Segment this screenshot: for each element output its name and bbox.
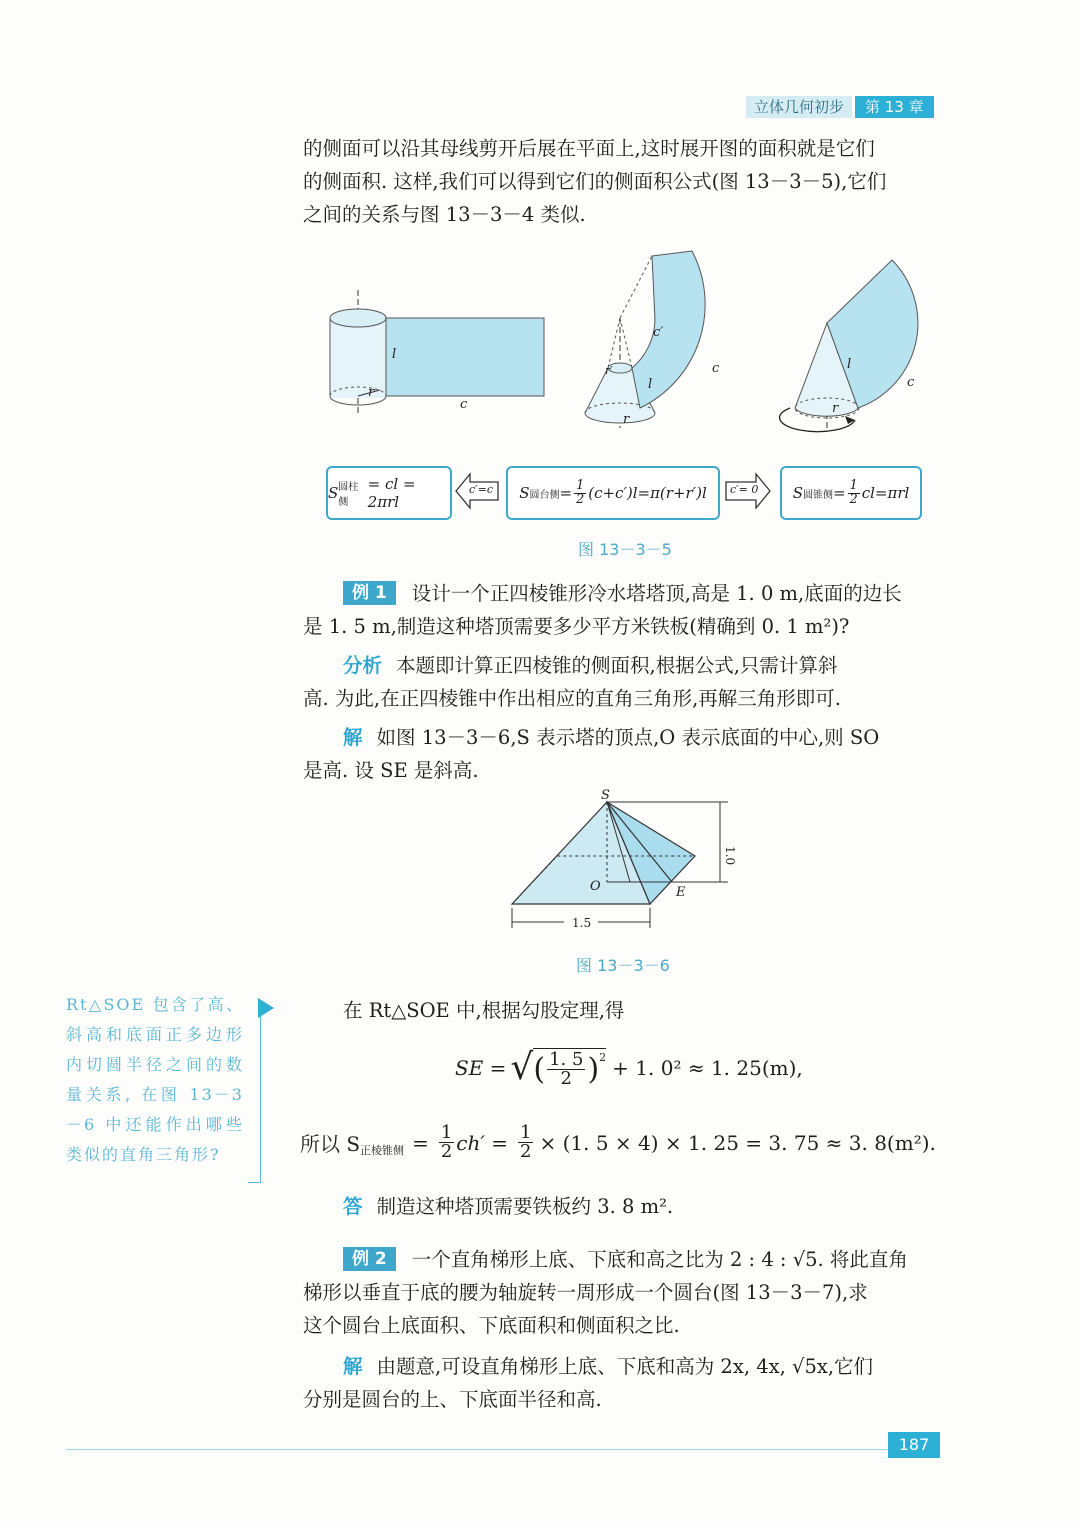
example-2: 例 2 一个直角梯形上底、下底和高之比为 2 : 4 : √5. 将此直角 梯形以垂直于底的腰为轴旋转一周形成一个圆台(图 13－3－7),求 这个圆台上底面积、下底面积和侧面积之比. 解 由题意,可设直角梯形上底、下底和高为 2x, 4x, √5x,它们 分别是圆台的上、下底面半径和高.	[303, 1248, 908, 1411]
svg-text:r: r	[832, 401, 839, 416]
label-O: O	[590, 879, 601, 894]
figure-13-3-5-diagram	[320, 248, 940, 448]
figure-caption-2: 图 13－3－6	[576, 956, 670, 975]
frustum-figure	[585, 251, 720, 428]
answer-keyword: 答	[343, 1195, 363, 1218]
slant-area-formula: 所以 S $_{正棱锥侧}$ = $\frac{1}{2}$ ch′ = $\frac{1}{2}$ × (1. 5 × 4) × 1. 25 = 3. 75 ≈ 3. 8(m²).	[300, 1122, 936, 1162]
sidebar-bracket	[248, 1000, 261, 1183]
sidebar-note: Rt△SOE 包含了高、斜高和底面正多边形内切圆半径之间的数量关系, 在图 13－3－6 中还能作出哪些类似的直角三角形?	[66, 995, 244, 1164]
right-arrow: c′= 0	[724, 470, 772, 512]
cone-figure	[780, 260, 918, 432]
analysis-keyword: 分析	[343, 654, 383, 677]
label-l: l	[392, 347, 397, 362]
svg-text:c: c	[712, 361, 720, 376]
footer-rule	[66, 1449, 888, 1450]
calc-line-1: 在 Rt△SOE 中,根据勾股定理,得	[343, 999, 625, 1022]
svg-text:r: r	[623, 412, 630, 427]
frustum-formula-box: S 圆台侧 = $\frac{1}{2}$ (c+c′)l=π(r+r′)l	[506, 466, 720, 520]
chapter-header	[746, 96, 934, 118]
intro-paragraph: 的侧面可以沿其母线剪开后展在平面上,这时展开图的面积就是它们 的侧面积. 这样,我们可以得到它们的侧面积公式(图 13－3－5),它们 之间的关系与图 13－3－4 类似.	[303, 137, 887, 226]
label-c-prime: c′	[653, 325, 664, 340]
example-tag: 例 2	[343, 1247, 396, 1271]
page-number: 187	[888, 1432, 940, 1458]
label-S: S	[601, 788, 610, 803]
cylinder-formula-box: S 圆柱侧 = cl = 2πrl	[326, 466, 452, 520]
cone-formula-box: S 圆锥侧 = $\frac{1}{2}$ cl=πrl	[780, 466, 922, 520]
section-title: 立体几何初步	[746, 96, 852, 118]
example-tag: 例 1	[343, 581, 396, 605]
solution-keyword: 解	[343, 726, 363, 749]
chapter-label: 第 13 章	[855, 96, 934, 118]
answer-line: 答 制造这种塔顶需要铁板约 3. 8 m².	[343, 1195, 674, 1218]
label-E: E	[676, 885, 686, 900]
svg-text:l: l	[648, 377, 653, 392]
figure-caption-1: 图 13－3－5	[578, 540, 672, 559]
label-r-prime: r′	[605, 364, 613, 377]
example-1: 例 1 设计一个正四棱锥形冷水塔塔顶,高是 1. 0 m,底面的边长 是 1. 5 m,制造这种塔顶需要多少平方米铁板(精确到 0. 1 m²)? 分析 本题即计算正四棱锥的侧面积,根据公式,只需计算斜 高. 为此,在正四棱锥中作出相应的直角三角形,再解三角形即可. 解 如图 13－3－6,S 表示塔的顶点,O 表示底面的中心,则 SO 是高. 设 SE 是斜高.	[303, 582, 902, 782]
se-formula: SE = √ ( $\frac{1. 5}{2}$ ) $^2$ + 1. 0² ≈ 1. 25(m),	[455, 1047, 803, 1089]
label-base: 1.5	[572, 916, 592, 930]
svg-text:l: l	[847, 357, 852, 372]
label-height: 1.0	[723, 846, 737, 866]
label-r: r	[368, 385, 375, 400]
figure-13-3-6-pyramid	[500, 786, 750, 936]
label-c: c	[460, 397, 468, 412]
left-arrow: c′=c	[454, 470, 500, 512]
solution-keyword: 解	[343, 1355, 363, 1378]
sidebar-pointer-icon	[258, 998, 274, 1018]
svg-text:c: c	[907, 375, 915, 390]
cylinder-figure	[330, 290, 544, 413]
